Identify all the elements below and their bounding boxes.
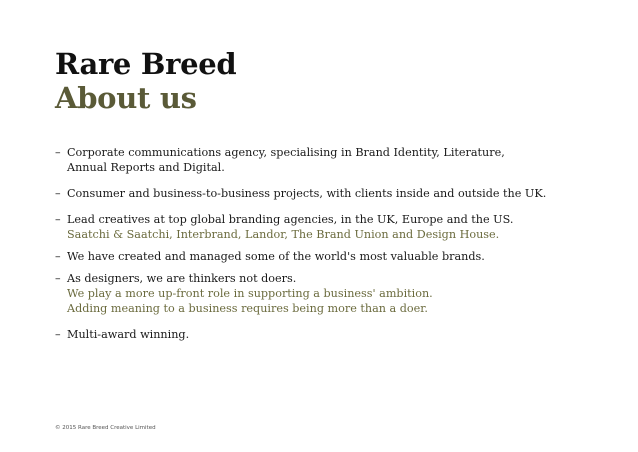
list-item bbox=[55, 249, 615, 264]
list-item bbox=[55, 271, 615, 316]
bullet-list bbox=[55, 145, 615, 342]
item-text: Lead creatives at top global branding agencies, in the UK, Europe and the US. bbox=[67, 213, 514, 226]
item-subtext: We play a more up-front role in supporting a business' ambition. bbox=[67, 287, 433, 300]
list-item bbox=[55, 212, 615, 242]
title-block bbox=[55, 47, 236, 115]
page-subtitle: About us bbox=[55, 81, 197, 115]
list-item bbox=[55, 327, 615, 342]
item-text: Multi-award winning. bbox=[67, 328, 190, 341]
bullet-dash: – bbox=[55, 250, 61, 263]
item-text: Corporate communications agency, specialising in Brand Identity, Literature, bbox=[67, 146, 505, 159]
footer-copyright: © 2015 Rare Breed Creative Limited bbox=[55, 425, 156, 431]
bullet-dash: – bbox=[55, 272, 61, 285]
item-text: Annual Reports and Digital. bbox=[67, 161, 225, 174]
item-text: As designers, we are thinkers not doers. bbox=[67, 272, 297, 285]
item-text: We have created and managed some of the world's most valuable brands. bbox=[67, 250, 485, 263]
item-text: Consumer and business-to-business projects, with clients inside and outside the UK. bbox=[67, 187, 547, 200]
list-item bbox=[55, 186, 615, 201]
bullet-dash: – bbox=[55, 328, 61, 341]
item-subtext: Adding meaning to a business requires being more than a doer. bbox=[67, 302, 428, 315]
bullet-dash: – bbox=[55, 187, 61, 200]
bullet-dash: – bbox=[55, 213, 61, 226]
page-title: Rare Breed bbox=[55, 47, 237, 81]
list-item bbox=[55, 145, 615, 175]
bullet-dash: – bbox=[55, 146, 61, 159]
item-subtext: Saatchi & Saatchi, Interbrand, Landor, The Brand Union and Design House. bbox=[67, 228, 500, 241]
